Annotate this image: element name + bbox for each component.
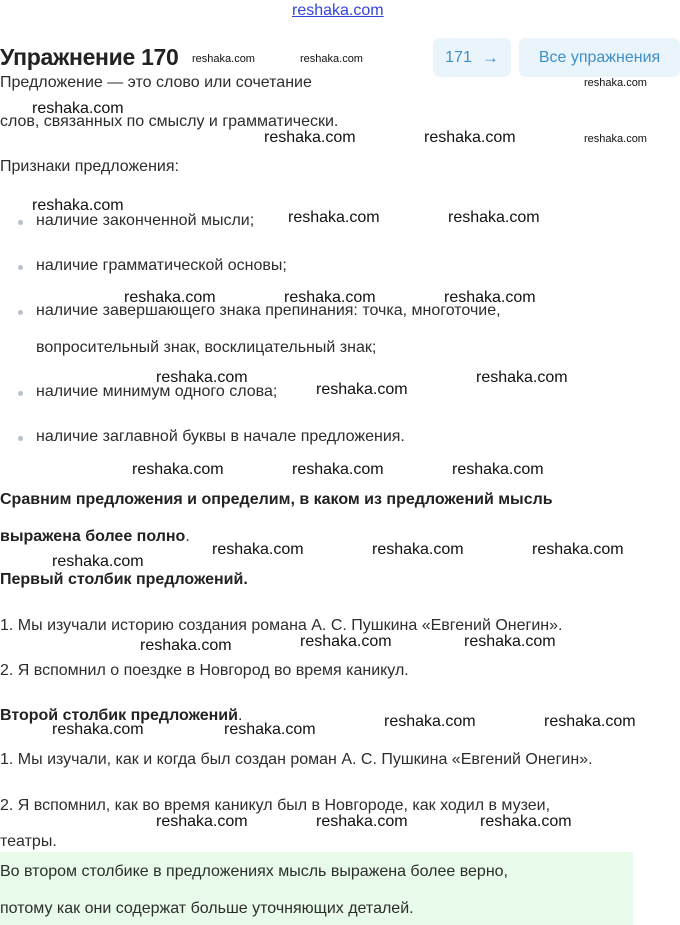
watermark: reshaka.com (284, 289, 376, 306)
watermark: reshaka.com (264, 129, 356, 146)
list-item (36, 428, 405, 446)
watermark: reshaka.com (212, 541, 304, 558)
all-exercises-label: Все упражнения (538, 48, 661, 66)
watermark: reshaka.com (444, 289, 536, 306)
watermark: reshaka.com (52, 721, 144, 738)
watermark: reshaka.com (132, 461, 224, 478)
watermark: reshaka.com (424, 129, 516, 146)
watermark: reshaka.com (140, 637, 232, 654)
bullet-icon (18, 220, 23, 225)
watermark: reshaka.com (584, 77, 647, 89)
watermark: reshaka.com (480, 813, 572, 830)
watermark: reshaka.com (192, 53, 255, 65)
watermark: reshaka.com (156, 813, 248, 830)
compare-line-2-bold: выражена более полно (0, 528, 186, 545)
watermark: reshaka.com (224, 721, 316, 738)
list-item-text: наличие грамматической основы; (36, 257, 287, 274)
watermark: reshaka.com (52, 553, 144, 570)
watermark: reshaka.com (544, 713, 636, 730)
column-2-sentence-2-cont: театры. (0, 833, 57, 850)
column-1-sentence-2: 2. Я вспомнил о поездке в Новгород во время каникул. (0, 662, 409, 679)
compare-line-1: Сравним предложения и определим, в каком из предложений мысль (0, 491, 553, 508)
bullet-icon (18, 436, 23, 441)
watermark: reshaka.com (156, 369, 248, 386)
watermark: reshaka.com (32, 197, 124, 214)
column-2-sentence-2: 2. Я вспомнил, как во время каникул был в Новгороде, как ходил в музеи, (0, 797, 551, 814)
compare-line-2 (0, 528, 190, 546)
list-item-text: наличие законченной мысли; (36, 212, 255, 229)
cut-off-line (0, 74, 312, 92)
bullet-icon (18, 310, 23, 315)
bullet-icon (18, 391, 23, 396)
site-link[interactable]: reshaka.com (292, 2, 384, 19)
watermark: reshaka.com (452, 461, 544, 478)
watermark: reshaka.com (464, 633, 556, 650)
watermark: reshaka.com (300, 53, 363, 65)
column-2-dot: . (237, 707, 243, 724)
conclusion-line-1: Во втором столбике в предложениях мысль выражена более верно, (0, 863, 508, 880)
watermark: reshaka.com (448, 209, 540, 226)
watermark: reshaka.com (316, 813, 408, 830)
column-1-heading: Первый столбик предложений. (0, 571, 248, 588)
next-exercise-label: 171 (445, 48, 472, 66)
watermark: reshaka.com (476, 369, 568, 386)
cut-off-text: Предложение — это слово или сочетание (0, 74, 312, 91)
watermark: reshaka.com (300, 633, 392, 650)
list-item-text: наличие минимум одного слова; (36, 383, 278, 400)
list-item (36, 302, 501, 320)
watermark: reshaka.com (288, 209, 380, 226)
all-exercises-button[interactable] (519, 38, 680, 77)
watermark: reshaka.com (316, 381, 408, 398)
arrow-right-icon: → (481, 47, 499, 67)
list-item-text: наличие заглавной буквы в начале предложения. (36, 428, 405, 445)
watermark: reshaka.com (124, 289, 216, 306)
list-item (36, 257, 287, 275)
watermark: reshaka.com (292, 461, 384, 478)
conclusion-line-2: потому как они содержат больше уточняющих деталей. (0, 900, 414, 917)
watermark: reshaka.com (372, 541, 464, 558)
watermark: reshaka.com (532, 541, 624, 558)
signs-heading: Признаки предложения: (0, 158, 179, 175)
list-item-continuation (36, 339, 376, 357)
column-2-heading-bold: Второй столбик предложений (0, 707, 238, 724)
watermark: reshaka.com (32, 100, 124, 117)
next-exercise-button[interactable] (433, 38, 511, 77)
compare-dot: . (185, 528, 190, 545)
watermark: reshaka.com (584, 133, 647, 145)
intro-text: слов, связанных по смыслу и грамматически. (0, 113, 339, 130)
bullet-icon (18, 265, 23, 270)
page-title: Упражнение 170 (0, 44, 179, 70)
list-item-text: вопросительный знак, восклицательный знак; (36, 339, 377, 356)
watermark: reshaka.com (384, 713, 476, 730)
column-2-sentence-1: 1. Мы изучали, как и когда был создан роман А. С. Пушкина «Евгений Онегин». (0, 751, 593, 768)
list-item-text: наличие завершающего знака препинания: точка, многоточие, (36, 302, 501, 319)
column-1-sentence-1: 1. Мы изучали историю создания романа А. С. Пушкина «Евгений Онегин». (0, 617, 563, 634)
